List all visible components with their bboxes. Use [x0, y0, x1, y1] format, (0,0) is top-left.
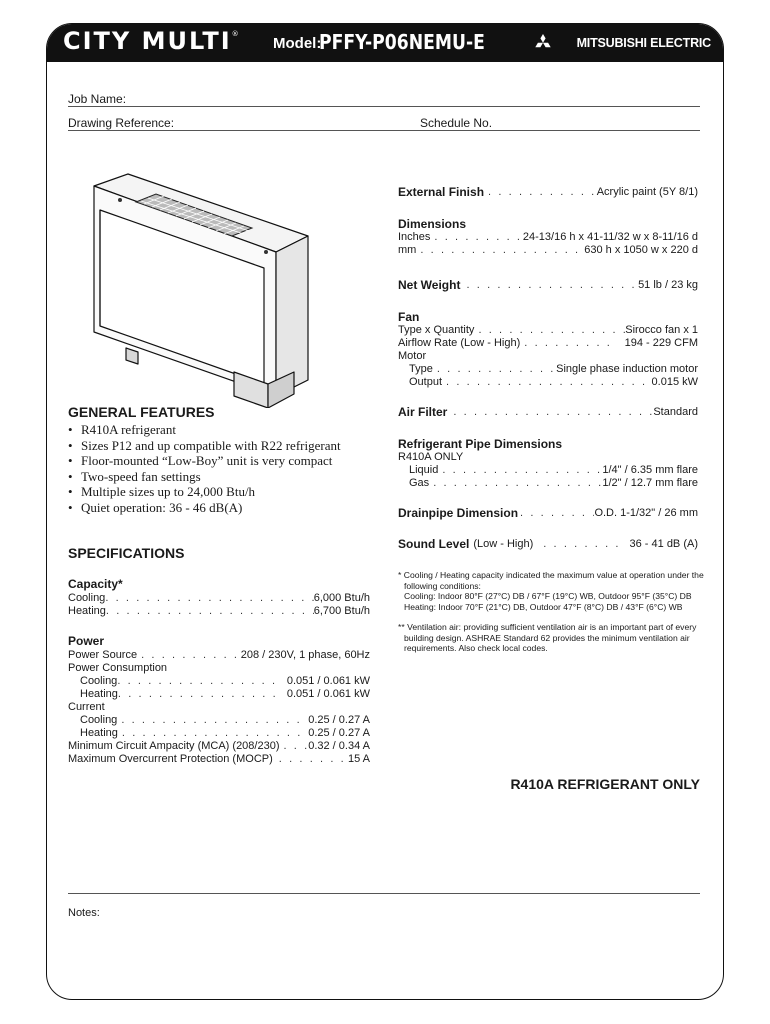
mitsubishi-diamond-icon — [533, 34, 553, 50]
features-list — [68, 422, 341, 515]
dimensions-inches-row: Inches . . . 24-13/16 h x 41-11/32 w x 8-11/16 d — [398, 231, 698, 244]
product-illustration — [86, 172, 310, 408]
fan-title: Fan — [398, 310, 420, 324]
mocp-row: Maximum Overcurrent Protection (MOCP) . . . 15 A — [68, 753, 370, 766]
sound-level-row: Sound Level (Low - High) . . . 36 - 41 dB (A) — [398, 538, 698, 551]
consumption-heating-row: Heating . . . 0.051 / 0.061 kW — [80, 688, 370, 701]
notes-divider — [68, 893, 700, 894]
drawing-reference-label: Drawing Reference: — [68, 116, 175, 130]
list-item: • R410A refrigerant — [68, 422, 341, 438]
external-finish-row: External Finish . . . Acrylic paint (5Y 8/1) — [398, 186, 698, 199]
list-item: • Floor-mounted “Low-Boy” unit is very compact — [68, 453, 341, 469]
power-title: Power — [68, 634, 105, 648]
fan-type-row: Type x Quantity . . . Sirocco fan x 1 — [398, 324, 698, 337]
mca-row: Minimum Circuit Ampacity (MCA) (208/230) . . . 0.32 / 0.34 A — [68, 740, 370, 753]
air-filter-row: Air Filter . . . Standard — [398, 406, 698, 419]
specifications-title: SPECIFICATIONS — [68, 545, 185, 561]
current-heating-row: Heating . . . 0.25 / 0.27 A — [80, 727, 370, 740]
list-item: • Quiet operation: 36 - 46 dB(A) — [68, 500, 341, 516]
consumption-cooling-row: Cooling . . . 0.051 / 0.061 kW — [80, 675, 370, 688]
drainpipe-row: Drainpipe Dimension . . . O.D. 1-1/32" / 26 mm — [398, 507, 698, 520]
current-cooling-row: Cooling . . . 0.25 / 0.27 A — [80, 714, 370, 727]
refrigerant-pipe-subtitle: R410A ONLY — [398, 451, 464, 463]
footnote-capacity: * Cooling / Heating capacity indicated the maximum value at operation under the following conditions: Cooling: Indoor 80°F (27°C) DB / 67°F (19°C) WB, Outdoor 95°F (35°C) DB Heating: Indoor 70°F (21°C) DB, Outdoor 47°F (8°C) DB / 43°F (6°C) WB — [398, 570, 704, 612]
net-weight-row: Net Weight . . . 51 lb / 23 kg — [398, 279, 698, 292]
notes-label[interactable]: Notes: — [68, 907, 100, 919]
motor-label: Motor — [398, 350, 427, 362]
footnote-ventilation: ** Ventilation air: providing sufficient ventilation air is an important part of every building design. ASHRAE Standard 62 provides the minimum ventilation air requirements. Also check local codes. — [398, 622, 697, 653]
power-consumption-label: Power Consumption — [68, 662, 168, 674]
capacity-heating-row: Heating . . . 6,700 Btu/h — [68, 605, 370, 618]
capacity-cooling-row: Cooling . . . 6,000 Btu/h — [68, 592, 370, 605]
current-label: Current — [68, 701, 105, 713]
motor-output-row: Output . . . 0.015 kW — [409, 376, 698, 389]
list-item: • Sizes P12 and up compatible with R22 refrigerant — [68, 438, 341, 454]
schedule-no-label: Schedule No. — [420, 116, 493, 130]
drawing-reference-field[interactable] — [68, 116, 700, 131]
refrigerant-only-note: R410A REFRIGERANT ONLY — [510, 776, 700, 792]
dimensions-mm-row: mm . . . 630 h x 1050 w x 220 d — [398, 244, 698, 257]
brand-logo: CITY MULTI® — [63, 27, 241, 55]
fan-airflow-row: Airflow Rate (Low - High) . . . 194 - 229 CFM — [398, 337, 698, 350]
list-item: • Two-speed fan settings — [68, 469, 341, 485]
capacity-title: Capacity* — [68, 577, 123, 591]
dimensions-title: Dimensions — [398, 217, 467, 231]
job-name-field[interactable] — [68, 92, 700, 107]
list-item: • Multiple sizes up to 24,000 Btu/h — [68, 484, 341, 500]
model-number: PFFY-P06NEMU-E — [319, 30, 485, 54]
pipe-gas-row: Gas . . . 1/2" / 12.7 mm flare — [409, 477, 698, 490]
pipe-liquid-row: Liquid . . . 1/4" / 6.35 mm flare — [409, 464, 698, 477]
model-label: Model: — [273, 35, 322, 52]
refrigerant-pipe-title: Refrigerant Pipe Dimensions — [398, 437, 563, 451]
power-source-row: Power Source . . . 208 / 230V, 1 phase, 60Hz — [68, 649, 370, 662]
header-bar — [47, 24, 723, 62]
motor-type-row: Type . . . Single phase induction motor — [409, 363, 698, 376]
job-name-label: Job Name: — [68, 92, 127, 106]
general-features-title: GENERAL FEATURES — [68, 404, 215, 420]
manufacturer-name: MITSUBISHI ELECTRIC — [576, 36, 711, 50]
